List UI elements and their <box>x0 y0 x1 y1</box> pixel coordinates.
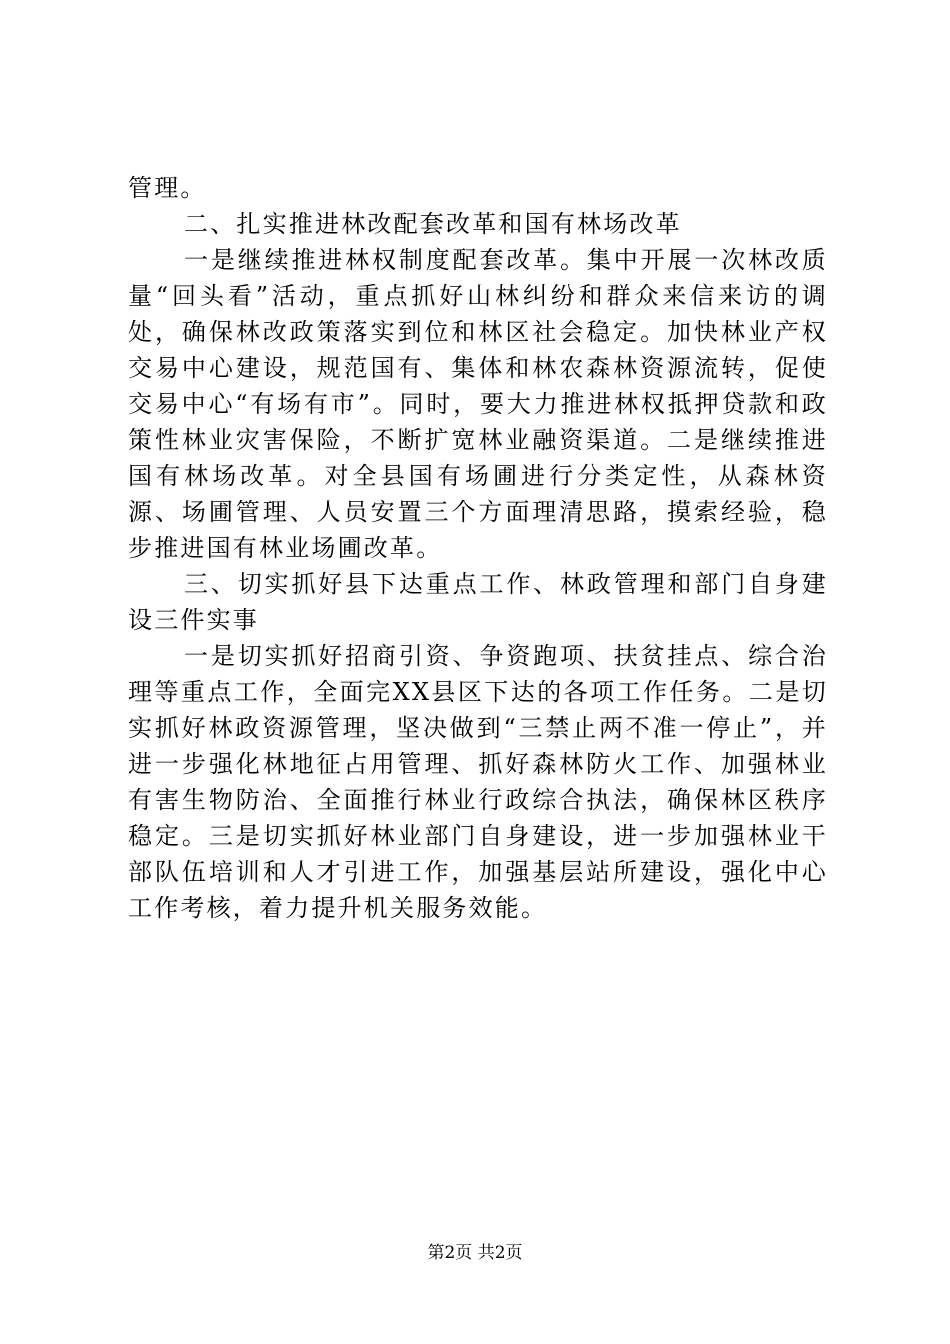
page-footer: 第2页 共2页 <box>427 1243 523 1263</box>
section-heading-3: 三、切实抓好县下达重点工作、林政管理和部门自身建设三件实事 <box>128 570 828 634</box>
paragraph-section-3-body: 一是切实抓好招商引资、争资跑项、扶贫挂点、综合治理等重点工作，全面完XX县区下达的各项工作任务。二是切实抓好林政资源管理，坚决做到“三禁止两不准一停止”，并进一步强化林地征占用管理、抓好森林防火工作、加强林业有害生物防治、全面推行林业行政综合执法，确保林区秩序稳定。三是切实抓好林业部门自身建设，进一步加强林业干部队伍培训和人才引进工作，加强基层站所建设，强化中心工作考核，着力提升机关服务效能。 <box>128 642 828 922</box>
paragraph-section-2-body: 一是继续推进林权制度配套改革。集中开展一次林改质量“回头看”活动，重点抓好山林纠纷和群众来信来访的调处，确保林改政策落实到位和林区社会稳定。加快林业产权交易中心建设，规范国有、集体和林农森林资源流转，促使交易中心“有场有市”。同时，要大力推进林权抵押贷款和政策性林业灾害保险，不断扩宽林业融资渠道。二是继续推进国有林场改革。对全县国有场圃进行分类定性，从森林资源、场圃管理、人员安置三个方面理清思路，摸索经验，稳步推进国有林业场圃改革。 <box>128 246 828 562</box>
section-heading-2: 二、扎实推进林改配套改革和国有林场改革 <box>184 210 682 238</box>
paragraph-continuation: 管理。 <box>128 174 207 202</box>
document-body <box>128 170 828 926</box>
